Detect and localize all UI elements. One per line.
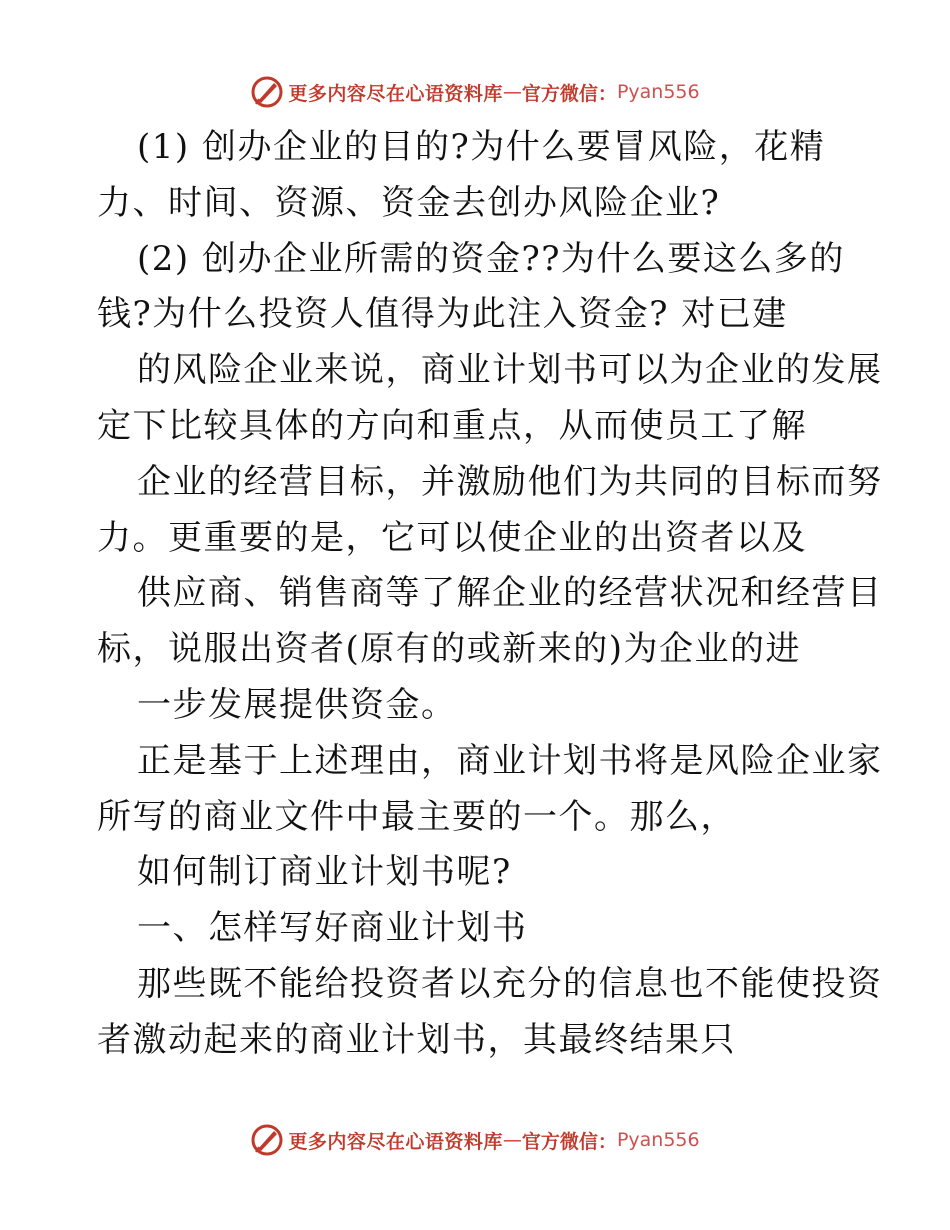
banner-dash: — [502, 81, 522, 103]
quill-pen-logo-icon [250, 75, 284, 109]
document-body [97, 120, 883, 1069]
paragraph-line: 一步发展提供资金。 [137, 684, 457, 725]
paragraph-line: 正是基于上述理由，商业计划书将是风险企业家 [137, 740, 883, 781]
banner-wechat-id: Pyan556 [616, 81, 700, 103]
paragraph-line: 者激动起来的商业计划书，其最终结果只 [97, 1019, 736, 1060]
banner-site-name: 更多内容尽在心语资料库 [288, 1130, 503, 1153]
paragraph-line: (2) 创办企业所需的资金??为什么要这么多的 [137, 238, 845, 279]
banner-wechat-id: Pyan556 [616, 1129, 700, 1151]
banner-wechat-label: 官方微信： [521, 82, 617, 105]
banner-site-name: 更多内容尽在心语资料库 [288, 82, 503, 105]
footer-watermark-banner [0, 1120, 950, 1160]
quill-pen-logo-icon [250, 1123, 284, 1157]
paragraph-line: 的风险企业来说，商业计划书可以为企业的发展 [137, 350, 883, 391]
paragraph-line: 标，说服出资者(原有的或新来的)为企业的进 [97, 629, 802, 670]
paragraph-line: 钱?为什么投资人值得为此注入资金? 对已建 [97, 294, 788, 335]
paragraph-line: 所写的商业文件中最主要的一个。那么， [97, 796, 736, 837]
paragraph-line: 供应商、销售商等了解企业的经营状况和经营目 [137, 573, 883, 614]
paragraph-line: (1) 创办企业的目的?为什么要冒风险，花精 [137, 127, 826, 167]
paragraph-line: 力。更重要的是，它可以使企业的出资者以及 [97, 517, 807, 558]
paragraph-line: 力、时间、资源、资金去创办风险企业? [97, 182, 721, 223]
paragraph-line: 那些既不能给投资者以充分的信息也不能使投资 [137, 963, 883, 1004]
header-watermark-banner [0, 72, 950, 112]
banner-wechat-label: 官方微信： [521, 1130, 617, 1153]
paragraph-line: 企业的经营目标，并激励他们为共同的目标而努 [137, 461, 883, 502]
banner-dash: — [502, 1129, 522, 1151]
paragraph-line: 定下比较具体的方向和重点，从而使员工了解 [97, 405, 807, 446]
paragraph-line: 如何制订商业计划书呢? [137, 852, 512, 893]
paragraph-line: 一、怎样写好商业计划书 [137, 908, 528, 949]
